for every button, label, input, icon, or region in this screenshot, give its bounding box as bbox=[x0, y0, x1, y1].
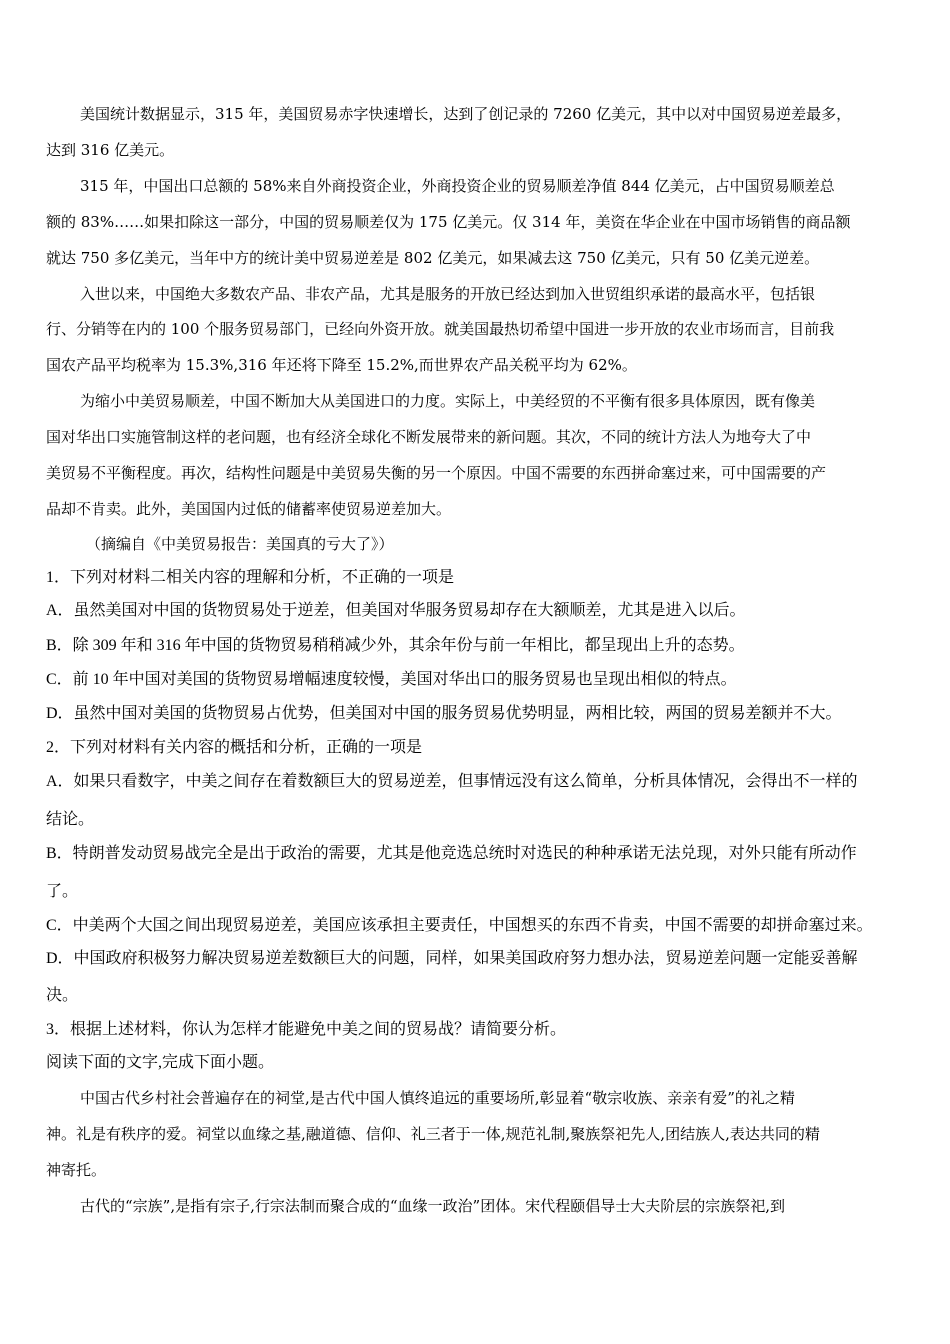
source-note: （摘编自《中美贸易报告：美国真的亏大了》） bbox=[86, 535, 394, 553]
material-p4-line-4: 品却不肯卖。此外，美国国内过低的储蓄率使贸易逆差加大。 bbox=[46, 500, 452, 518]
question-1-option-c: C．前 10 年中国对美国的货物贸易增幅速度较慢，美国对华出口的服务贸易也呈现出相似的特点。 bbox=[46, 671, 737, 688]
material-p3-line-3: 国农产品平均税率为 15.3%,316 年还将下降至 15.2%,而世界农产品关税平均为 62%。 bbox=[46, 356, 637, 374]
reading-p1-line-3: 神寄托。 bbox=[46, 1161, 107, 1179]
question-2-option-d-line-1: D．中国政府积极努力解决贸易逆差数额巨大的问题，同样，如果美国政府努力想办法，贸易逆差问题一定能妥善解 bbox=[46, 950, 858, 967]
question-2-stem: 2．下列对材料有关内容的概括和分析，正确的一项是 bbox=[46, 739, 423, 756]
material-p2-line-2: 额的 83%……如果扣除这一部分，中国的贸易顺差仅为 175 亿美元。仅 314 年，美资在华企业在中国市场销售的商品额 bbox=[46, 213, 851, 231]
reading-instruction: 阅读下面的文字,完成下面小题。 bbox=[46, 1054, 275, 1071]
question-2-option-a-line-2: 结论。 bbox=[46, 811, 95, 828]
question-1-option-b: B．除 309 年和 316 年中国的货物贸易稍稍减少外，其余年份与前一年相比，都呈现出上升的态势。 bbox=[46, 637, 745, 654]
question-2-option-b-line-1: B．特朗普发动贸易战完全是出于政治的需要，尤其是他竞选总统时对选民的种种承诺无法兑现，对外只能有所动作 bbox=[46, 845, 857, 862]
material-p1-line-2: 达到 316 亿美元。 bbox=[46, 141, 175, 159]
material-p2-line-3: 就达 750 多亿美元，当年中方的统计美中贸易逆差是 802 亿美元，如果减去这 750 亿美元，只有 50 亿美元逆差。 bbox=[46, 249, 820, 267]
question-3-stem: 3．根据上述材料，你认为怎样才能避免中美之间的贸易战？请简要分析。 bbox=[46, 1021, 567, 1038]
material-p4-line-1: 为缩小中美贸易顺差，中国不断加大从美国进口的力度。实际上，中美经贸的不平衡有很多具体原因，既有像美 bbox=[80, 392, 816, 410]
question-1-option-d: D．虽然中国对美国的货物贸易占优势，但美国对中国的服务贸易优势明显，两相比较，两国的贸易差额并不大。 bbox=[46, 705, 842, 722]
question-2-option-d-line-2: 决。 bbox=[46, 987, 79, 1004]
question-2-option-b-line-2: 了。 bbox=[46, 883, 79, 900]
material-p4-line-3: 美贸易不平衡程度。再次，结构性问题是中美贸易失衡的另一个原因。中国不需要的东西拼命塞过来，可中国需要的产 bbox=[46, 464, 827, 482]
question-1-stem: 1．下列对材料二相关内容的理解和分析，不正确的一项是 bbox=[46, 569, 455, 586]
question-2-option-c: C．中美两个大国之间出现贸易逆差，美国应该承担主要责任，中国想买的东西不肯卖，中国不需要的却拼命塞过来。 bbox=[46, 917, 873, 934]
reading-p2-line-1: 古代的“宗族”,是指有宗子,行宗法制而聚合成的“血缘一政治”团体。宋代程颐倡导士大夫阶层的宗族祭祀,到 bbox=[80, 1197, 785, 1215]
reading-p1-line-1: 中国古代乡村社会普遍存在的祠堂,是古代中国人慎终追远的重要场所,彰显着“敬宗收族、亲亲有爱”的礼之精 bbox=[80, 1089, 795, 1107]
material-p4-line-2: 国对华出口实施管制这样的老问题，也有经济全球化不断发展带来的新问题。其次，不同的统计方法人为地夸大了中 bbox=[46, 428, 812, 446]
question-2-option-a-line-1: A．如果只看数字，中美之间存在着数额巨大的贸易逆差，但事情远没有这么简单，分析具体情况，会得出不一样的 bbox=[46, 773, 858, 790]
material-p2-line-1: 315 年，中国出口总额的 58%来自外商投资企业，外商投资企业的贸易顺差净值 844 亿美元，占中国贸易顺差总 bbox=[80, 177, 835, 195]
material-p1-line-1: 美国统计数据显示，315 年，美国贸易赤字快速增长，达到了创记录的 7260 亿美元，其中以对中国贸易逆差最多， bbox=[80, 105, 852, 123]
material-p3-line-2: 行、分销等在内的 100 个服务贸易部门，已经向外资开放。就美国最热切希望中国进一步开放的农业市场而言，目前我 bbox=[46, 320, 835, 338]
material-p3-line-1: 入世以来，中国绝大多数农产品、非农产品，尤其是服务的开放已经达到加入世贸组织承诺的最高水平，包括银 bbox=[80, 285, 816, 303]
reading-p1-line-2: 神。礼是有秩序的爱。祠堂以血缘之基,融道德、信仰、礼三者于一体,规范礼制,聚族祭祀先人,团结族人,表达共同的精 bbox=[46, 1125, 820, 1143]
question-1-option-a: A．虽然美国对中国的货物贸易处于逆差，但美国对华服务贸易却存在大额顺差，尤其是进入以后。 bbox=[46, 602, 746, 619]
